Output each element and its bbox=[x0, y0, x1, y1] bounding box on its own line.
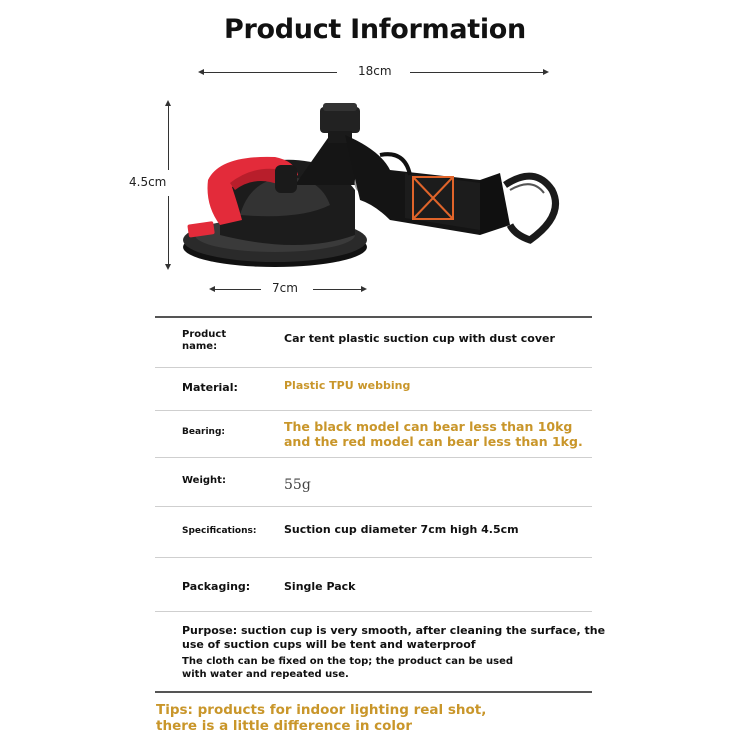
spec-label: Weight: bbox=[182, 475, 226, 486]
dimension-line bbox=[410, 72, 545, 73]
table-bottom-rule bbox=[155, 691, 592, 693]
spec-value: 55g bbox=[284, 477, 311, 493]
purpose-text-secondary: The cloth can be fixed on the top; the product can be used with water and repeated use. bbox=[182, 656, 514, 680]
tips-note: Tips: products for indoor lighting real shot, there is a little difference in color bbox=[156, 702, 487, 734]
dimension-height-label: 4.5cm bbox=[129, 175, 167, 189]
table-divider bbox=[155, 457, 592, 458]
arrow-right-icon bbox=[543, 69, 549, 75]
dimension-line bbox=[168, 104, 169, 170]
table-divider bbox=[155, 506, 592, 507]
spec-label: Packaging: bbox=[182, 580, 251, 593]
dimension-line bbox=[168, 196, 169, 264]
page-title: Product Information bbox=[224, 14, 526, 45]
arrow-down-icon bbox=[165, 264, 171, 270]
arrow-right-icon bbox=[361, 286, 367, 292]
spec-value: Plastic TPU webbing bbox=[284, 379, 411, 392]
spec-value: The black model can bear less than 10kg and the red model can bear less than 1kg. bbox=[284, 419, 583, 449]
suction-cup-product-icon bbox=[180, 95, 570, 285]
spec-label: Material: bbox=[182, 381, 238, 394]
table-divider bbox=[155, 557, 592, 558]
dimension-line bbox=[202, 72, 337, 73]
spec-value: Car tent plastic suction cup with dust cover bbox=[284, 332, 555, 345]
dimension-line bbox=[213, 289, 261, 290]
dimension-length-label: 18cm bbox=[358, 64, 392, 78]
table-divider bbox=[155, 367, 592, 368]
dimension-base-label: 7cm bbox=[272, 281, 298, 295]
spec-value: Single Pack bbox=[284, 580, 356, 593]
spec-label: Product name: bbox=[182, 329, 227, 352]
table-divider bbox=[155, 410, 592, 411]
spec-label: Specifications: bbox=[182, 526, 257, 536]
purpose-text: Purpose: suction cup is very smooth, after cleaning the surface, the use of suction cups will be tent and waterproof bbox=[182, 624, 606, 651]
table-divider bbox=[155, 611, 592, 612]
dimension-line bbox=[313, 289, 362, 290]
spec-label: Bearing: bbox=[182, 427, 226, 437]
spec-value: Suction cup diameter 7cm high 4.5cm bbox=[284, 523, 519, 536]
table-top-rule bbox=[155, 316, 592, 318]
